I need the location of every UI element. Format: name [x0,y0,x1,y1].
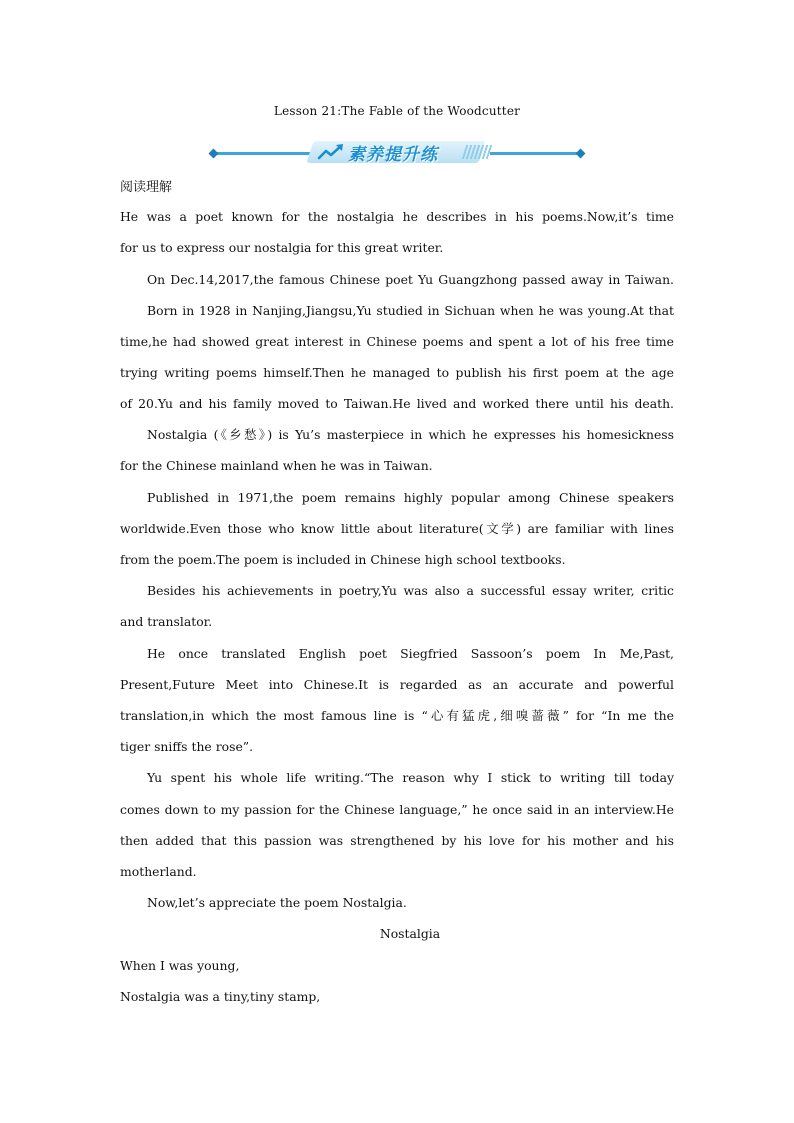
text-line: He was a poet known for the nostalgia he describes in his poems.Now,it’s time [120,209,674,224]
trend-arrow-icon [316,142,346,162]
text-line: On Dec.14,2017,the famous Chinese poet Yu Guangzhong passed away in Taiwan. [147,272,674,287]
text-line: trying writing poems himself.Then he managed to publish his first poem at the age [120,365,674,380]
section-heading: 阅读理解 [120,180,173,195]
text-line: comes down to my passion for the Chinese language,” he once said in an interview.He [120,802,674,817]
text-line: from the poem.The poem is included in Chinese high school textbooks. [120,552,566,567]
lesson-title: Lesson 21:The Fable of the Woodcutter [273,104,521,118]
banner-right-rule [490,152,582,155]
text-line: Now,let’s appreciate the poem Nostalgia. [147,895,407,910]
text-line: Published in 1971,the poem remains highly popular among Chinese speakers [147,490,674,505]
text-line: then added that this passion was strengthened by his love for his mother and his [120,833,674,848]
text-line: motherland. [120,864,197,879]
text-line: Yu spent his whole life writing.“The reason why I stick to writing till today [147,770,674,785]
text-line: time,he had showed great interest in Chinese poems and spent a lot of his free time [120,334,674,349]
text-line: for the Chinese mainland when he was in Taiwan. [120,458,433,473]
poem-title: Nostalgia [379,926,441,941]
text-line: of 20.Yu and his family moved to Taiwan.He lived and worked there until his death. [120,396,674,411]
text-line: for us to express our nostalgia for this great writer. [120,240,444,255]
banner-stripes [462,145,493,159]
text-line: translation,in which the most famous line is “心有猛虎,细嗅蔷薇” for “In me the [120,708,674,723]
banner-label: 素养提升练 [348,145,438,165]
text-line: Besides his achievements in poetry,Yu was also a successful essay writer, critic [147,583,674,598]
banner-left-rule [212,152,317,155]
text-line: tiger sniffs the rose”. [120,739,254,754]
poem-line: Nostalgia was a tiny,tiny stamp, [120,989,321,1004]
text-line: He once translated English poet Siegfried Sassoon’s poem In Me,Past, [147,646,674,661]
poem-line: When I was young, [120,958,240,973]
text-line: Born in 1928 in Nanjing,Jiangsu,Yu studied in Sichuan when he was young.At that [147,303,674,318]
text-line: Nostalgia (《乡愁》) is Yu’s masterpiece in which he expresses his homesickness [147,427,674,442]
text-line: Present,Future Meet into Chinese.It is regarded as an accurate and powerful [120,677,674,692]
text-line: worldwide.Even those who know little about literature(文学) are familiar with lines [120,521,674,536]
section-banner [212,139,582,163]
text-line: and translator. [120,614,213,629]
